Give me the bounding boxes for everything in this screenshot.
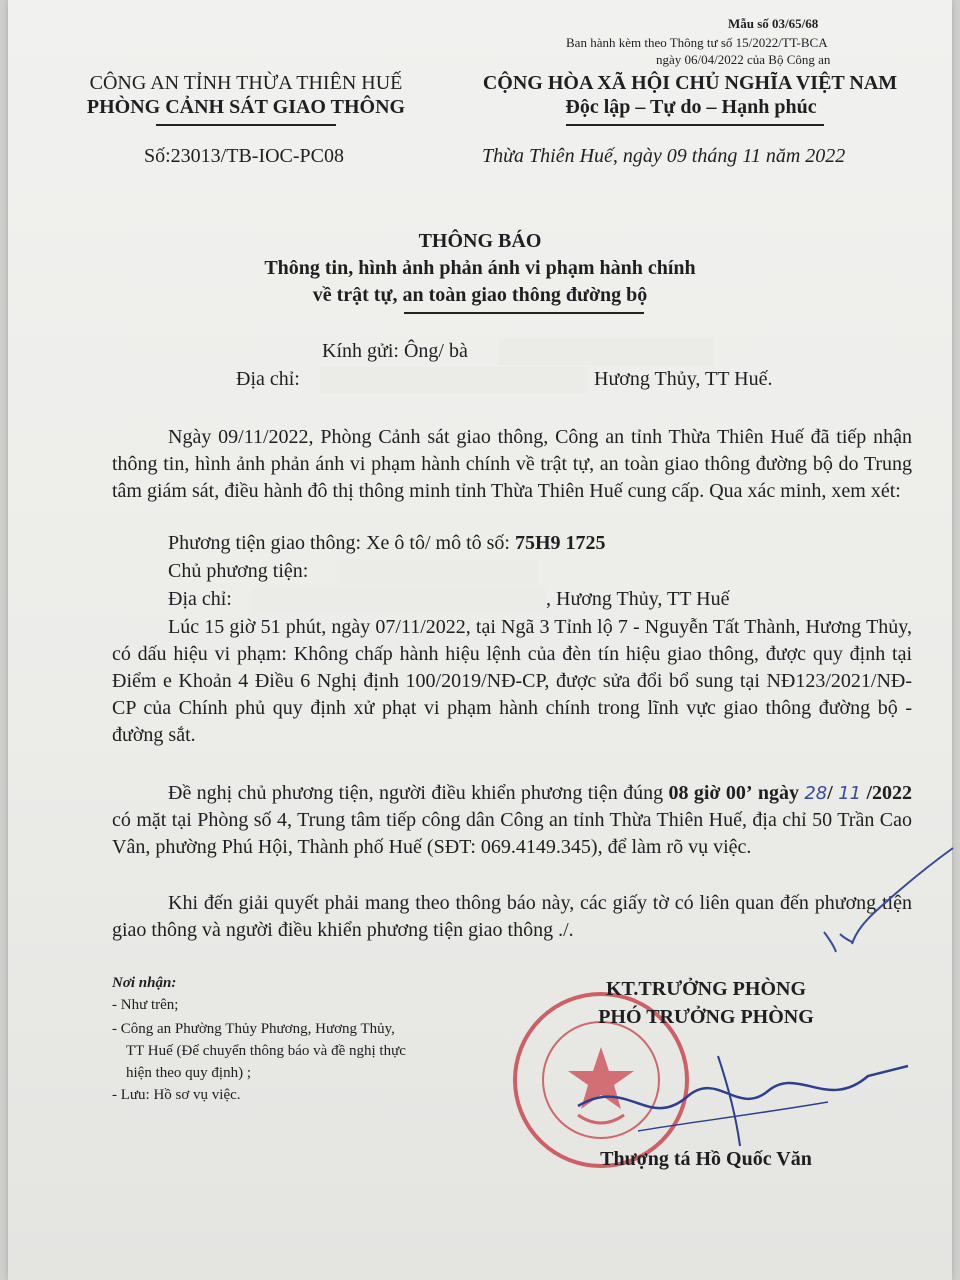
signature-title-2: PHÓ TRƯỞNG PHÒNG [598,1006,814,1028]
redacted-recipient-address [320,367,588,393]
recipients-heading: Nơi nhận: [112,975,177,991]
day-label: ngày [757,782,799,804]
vehicle-label: Phương tiện giao thông: Xe ô tô/ mô tô số: [168,532,510,554]
owner-label: Chủ phương tiện: [168,560,309,582]
appointment-time: 08 giờ 00’ [668,782,753,804]
body-paragraph-2: Lúc 15 giờ 51 phút, ngày 07/11/2022, tại Ngã 3 Tỉnh lộ 7 - Nguyễn Tất Thành, Hương Thủy, có dấu hiệu vi phạm: Không chấp hành hiệu lệnh của đèn tín hiệu giao thông, được quy định tại Điểm e Khoản 4 Điều 6 Nghị định 100/2019/NĐ-CP, được sửa đổi bổ sung tại NĐ123/2021/NĐ-CP của Chính phủ quy định xử phạt vi phạm hành chính trong lĩnh vực giao thông đường bộ - đường sắt. [112,616,912,746]
redacted-recipient-name [498,339,713,365]
owner-address-label: Địa chỉ: [168,588,232,610]
redacted-owner-name [340,559,538,585]
greeting-label: Kính gửi: Ông/ bà [322,340,468,362]
recipient-item: - Công an Phường Thủy Phương, Hương Thủy, [112,1021,395,1037]
address-tail: Hương Thủy, TT Huế. [594,368,773,390]
notice-subtitle-1: Thông tin, hình ảnh phản ánh vi phạm hành chính [264,257,696,279]
body-paragraph-1: Ngày 09/11/2022, Phòng Cảnh sát giao thông, Công an tỉnh Thừa Thiên Huế đã tiếp nhận thông tin, hình ảnh phản ánh vi phạm hành chính về trật tự, an toàn giao thông đường bộ do Trung tâm giám sát, điều hành đô thị thông minh tỉnh Thừa Thiên Huế cung cấp. Qua xác minh, xem xét: [112,426,912,502]
body-paragraph-3: Đề nghị chủ phương tiện, người điều khiển phương tiện đúng 08 giờ 00’ ngày 28/ 11 /2022 có mặt tại Phòng số 4, Trung tâm tiếp công dân Công an tỉnh Thừa Thiên Huế, địa chỉ 50 Trần Cao Vân, phường Phú Hội, Thành phố Huế (SĐT: 069.4149.345), để làm rõ vụ việc. [112,782,913,858]
form-issued-line1: Ban hành kèm theo Thông tư số 15/2022/TT-BCA [566,35,828,50]
signature-title-1: KT.TRƯỞNG PHÒNG [606,978,806,1000]
appointment-year: /2022 [866,782,913,804]
vehicle-plate: 75H9 1725 [514,532,606,554]
document-page [8,0,952,1280]
owner-address-tail: , Hương Thủy, TT Huế [546,588,730,610]
agency-department: PHÒNG CẢNH SÁT GIAO THÔNG [86,96,406,118]
notice-title: THÔNG BÁO [418,230,542,252]
agency-name: CÔNG AN TỈNH THỪA THIÊN HUẾ [89,72,403,94]
handwritten-day: 28 [804,783,828,804]
handwritten-month: 11 [838,783,862,804]
notice-subtitle-2: về trật tự, an toàn giao thông đường bộ [312,284,648,306]
recipient-item: - Lưu: Hồ sơ vụ việc. [112,1087,241,1103]
address-label: Địa chỉ: [236,368,300,390]
para3-start: Đề nghị chủ phương tiện, người điều khiển phương tiện đúng [168,782,664,804]
motto-underline [566,124,824,126]
recipient-item: hiện theo quy định) ; [126,1065,251,1081]
vehicle-line [168,532,606,555]
recipient-item: TT Huế (Để chuyển thông báo và đề nghị thực [126,1043,406,1059]
signer-name: Thượng tá Hồ Quốc Văn [600,1148,812,1170]
form-number: Mẫu số 03/65/68 [728,16,819,31]
agency-underline [156,124,336,126]
place-date: Thừa Thiên Huế, ngày 09 tháng 11 năm 2022 [482,145,846,167]
para3-rest: có mặt tại Phòng số 4, Trung tâm tiếp công dân Công an tỉnh Thừa Thiên Huế, địa chỉ 50 Trần Cao Vân, phường Phú Hội, Thành phố Huế (SĐT: 069.4149.345), để làm rõ vụ việc. [112,809,912,858]
national-motto: Độc lập – Tự do – Hạnh phúc [565,96,817,118]
body-paragraph-4: Khi đến giải quyết phải mang theo thông báo này, các giấy tờ có liên quan đến phương tiện giao thông và người điều khiển phương tiện giao thông ./. [112,892,912,941]
title-underline [404,312,644,314]
form-issued-line2: ngày 06/04/2022 của Bộ Công an [656,52,831,67]
recipient-item: - Như trên; [112,997,179,1013]
pen-stroke-mark [778,836,958,956]
nation-name: CỘNG HÒA XÃ HỘI CHỦ NGHĨA VIỆT NAM [482,72,898,94]
reference-number: Số:23013/TB-IOC-PC08 [144,145,345,167]
handwritten-signature [568,1036,928,1156]
redacted-owner-address [252,587,546,613]
